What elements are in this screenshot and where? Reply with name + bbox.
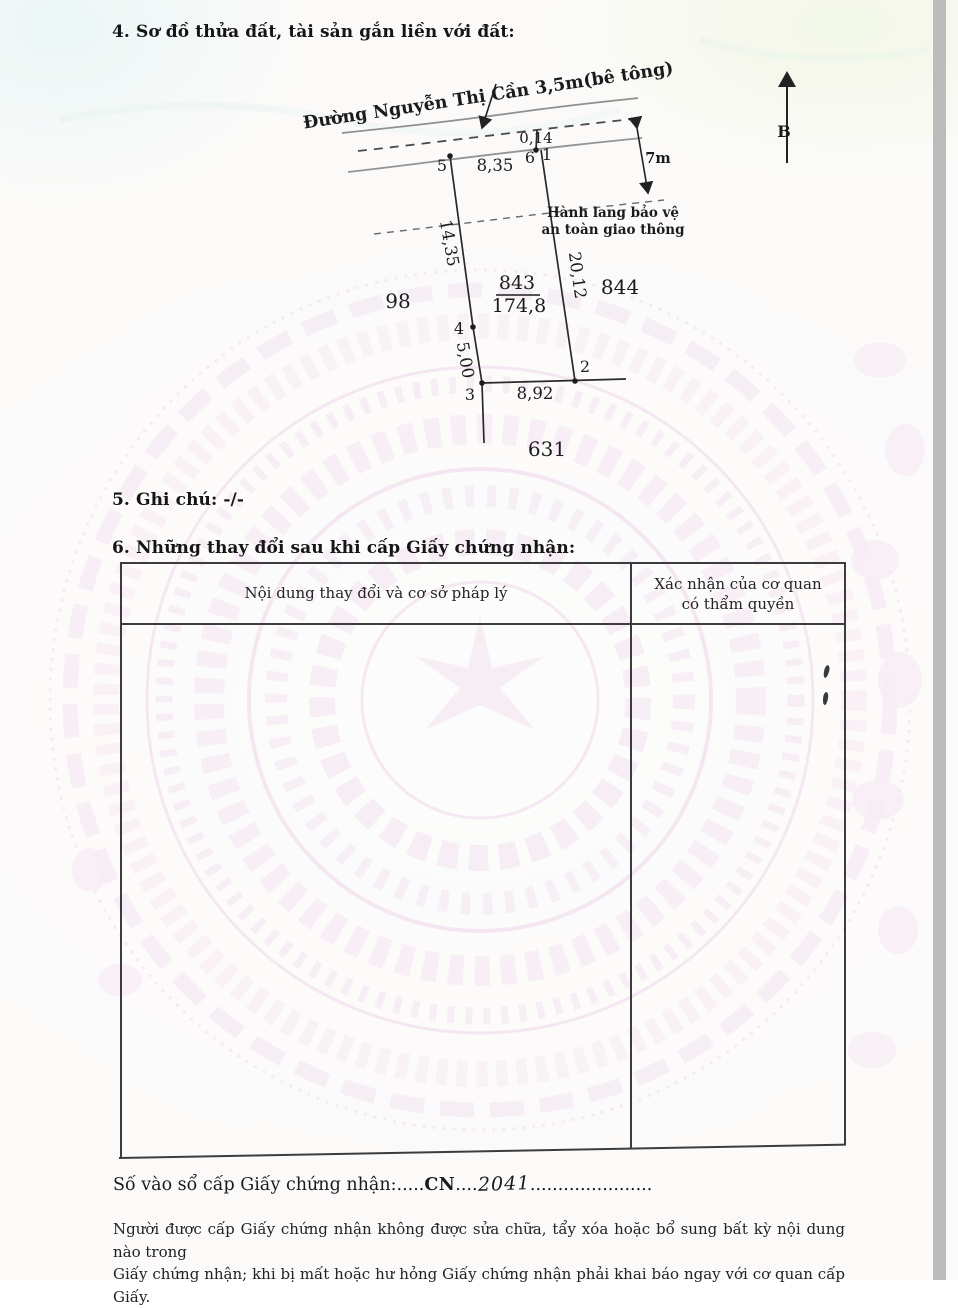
section-5-title: 5. Ghi chú: -/- xyxy=(112,490,245,510)
cadastral-diagram xyxy=(0,0,958,500)
neighbor-parcel-bottom: 631 xyxy=(527,437,567,461)
table-body-col2 xyxy=(632,625,844,1155)
registry-code: CN xyxy=(424,1175,456,1195)
footer-note xyxy=(113,1218,845,1308)
corridor-caption-line1: Hành lang bảo vệ xyxy=(547,205,679,221)
svg-text:2: 2 xyxy=(579,357,591,376)
svg-text:8,92: 8,92 xyxy=(516,384,554,403)
table-body-col1 xyxy=(122,625,630,1155)
registry-dots: ...................... xyxy=(529,1175,653,1195)
svg-text:5: 5 xyxy=(436,156,448,175)
corridor-caption-line2: an toàn giao thông xyxy=(541,222,685,238)
table-header-col2-line2: có thẩm quyền xyxy=(681,595,795,614)
table-border-top xyxy=(120,562,845,564)
north-label: B xyxy=(777,122,791,141)
edge-length-labels xyxy=(436,129,590,403)
section-4-title: 4. Sơ đồ thửa đất, tài sản gắn liền với đất: xyxy=(112,22,515,42)
svg-text:8,35: 8,35 xyxy=(476,156,514,175)
neighbor-parcel-right: 844 xyxy=(600,275,640,299)
table-header-col1: Nội dung thay đổi và cơ sở pháp lý xyxy=(244,584,508,602)
section-6-title: 6. Những thay đổi sau khi cấp Giấy chứng nhận: xyxy=(112,538,576,558)
table-border-right xyxy=(844,562,846,1145)
road-name-label: Đường Nguyễn Thị Cần 3,5m(bê tông) xyxy=(301,58,675,134)
svg-text:14,35: 14,35 xyxy=(435,218,463,268)
svg-text:3: 3 xyxy=(464,385,476,404)
table-header-col2-line1: Xác nhận của cơ quan xyxy=(654,575,822,593)
svg-text:0,14: 0,14 xyxy=(519,129,553,147)
road-center-dashed-line xyxy=(358,119,633,151)
road-reserve-length: 7m xyxy=(645,150,671,167)
registry-label: Số vào sổ cấp Giấy chứng nhận: xyxy=(113,1175,397,1195)
footer-note-line1: Người được cấp Giấy chứng nhận không được sửa chữa, tẩy xóa hoặc bổ sung bất kỳ nội dung nào trong xyxy=(113,1220,845,1261)
svg-text:5,00: 5,00 xyxy=(452,340,478,380)
registry-handwritten-number: 2041 xyxy=(477,1172,531,1196)
svg-text:1: 1 xyxy=(541,145,553,164)
footer-note-line2: Giấy chứng nhận; khi bị mất hoặc hư hỏng Giấy chứng nhận phải khai báo ngay với cơ quan cấp Giấy. xyxy=(113,1265,845,1306)
parcel-id-area xyxy=(492,272,546,317)
svg-text:174,8: 174,8 xyxy=(491,295,547,317)
registry-dots: ..... xyxy=(396,1175,425,1195)
registry-number-line xyxy=(113,1173,652,1195)
neighbor-parcel-left: 98 xyxy=(385,289,411,313)
svg-text:20,12: 20,12 xyxy=(564,250,591,300)
table-header-col2 xyxy=(632,574,844,615)
north-arrow xyxy=(777,73,791,163)
svg-text:6: 6 xyxy=(524,148,536,167)
svg-text:843: 843 xyxy=(498,272,536,294)
registry-dots: .... xyxy=(455,1175,478,1195)
svg-text:4: 4 xyxy=(453,319,465,338)
